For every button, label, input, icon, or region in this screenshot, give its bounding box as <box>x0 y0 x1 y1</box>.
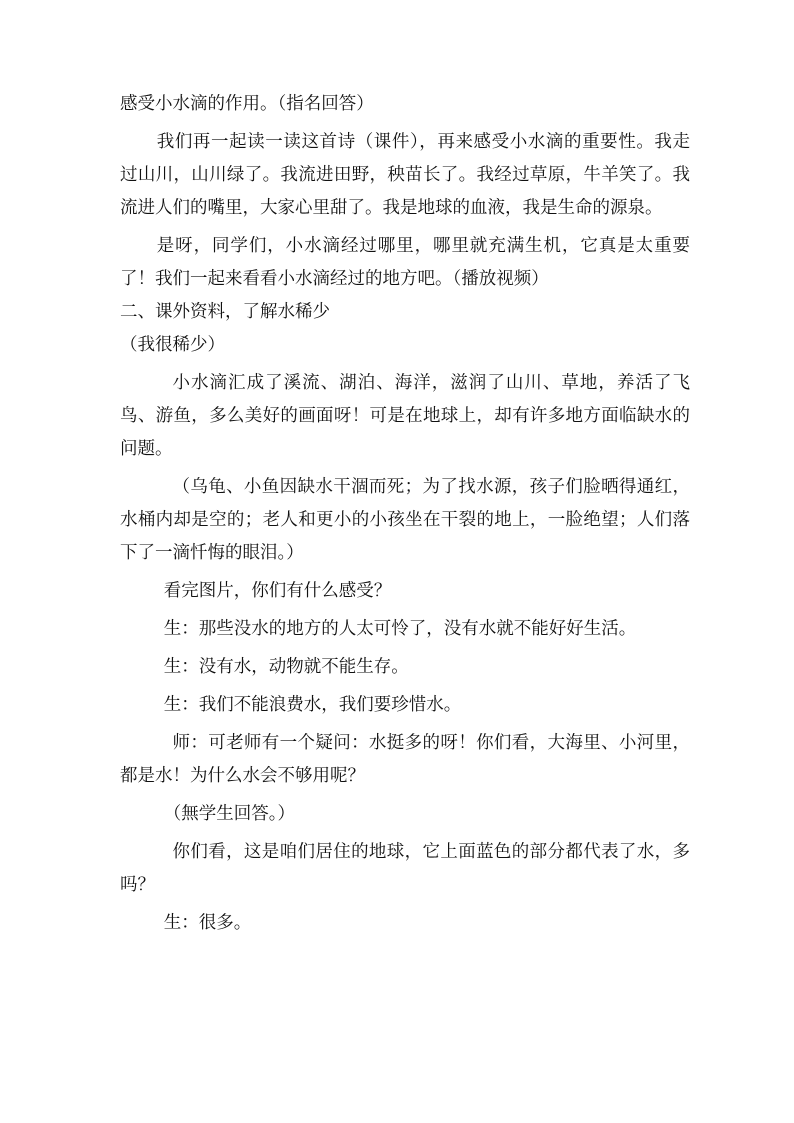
section-subtitle: （我很稀少） <box>120 335 225 355</box>
paragraph-5: （乌龟、小鱼因缺水干涸而死；为了找水源，孩子们脸晒得通红，水桶内却是空的；老人和更小的小孩坐在干裂的地上，一脸绝望；人们落下了一滴忏悔的眼泪。） <box>120 477 690 563</box>
paragraph-3: 是呀，同学们，小水滴经过哪里，哪里就充满生机，它真是太重要了！我们一起来看看小水滴经过的地方吧。（播放视频） <box>120 236 690 289</box>
paragraph-7: 你们看，这是咱们居住的地球，它上面蓝色的部分都代表了水，多吗？ <box>120 842 690 895</box>
paragraph-2: 我们再一起读一读这首诗（课件），再来感受小水滴的重要性。我走过山川，山川绿了。我流进田野，秧苗长了。我经过草原，牛羊笑了。我流进人们的嘴里，大家心里甜了。我是地球的血液，我是生命的源泉。 <box>120 132 690 218</box>
no-answer-note: （無学生回答。） <box>163 804 295 824</box>
paragraph-4: 小水滴汇成了溪流、湖泊、海洋，滋润了山川、草地，养活了飞鸟、游鱼，多么美好的画面呀！可是在地球上，却有许多地方面临缺水的问题。 <box>120 373 690 459</box>
teacher-question: 师：可老师有一个疑问：水挺多的呀！你们看，大海里、小河里，都是水！为什么水会不够用呢？ <box>120 733 690 786</box>
student-answer-3: 生：我们不能浪费水，我们要珍惜水。 <box>163 695 462 715</box>
student-answer-2: 生：没有水，动物就不能生存。 <box>163 657 409 677</box>
student-answer-1: 生：那些没水的地方的人太可怜了，没有水就不能好好生活。 <box>163 619 637 639</box>
paragraph-6: 看完图片，你们有什么感受？ <box>163 581 392 601</box>
student-answer-4: 生：很多。 <box>163 913 252 933</box>
paragraph-1: 感受小水滴的作用。（指名回答） <box>120 94 374 114</box>
document-body <box>120 88 690 940</box>
section-heading: 二、课外资料，了解水稀少 <box>120 302 330 322</box>
